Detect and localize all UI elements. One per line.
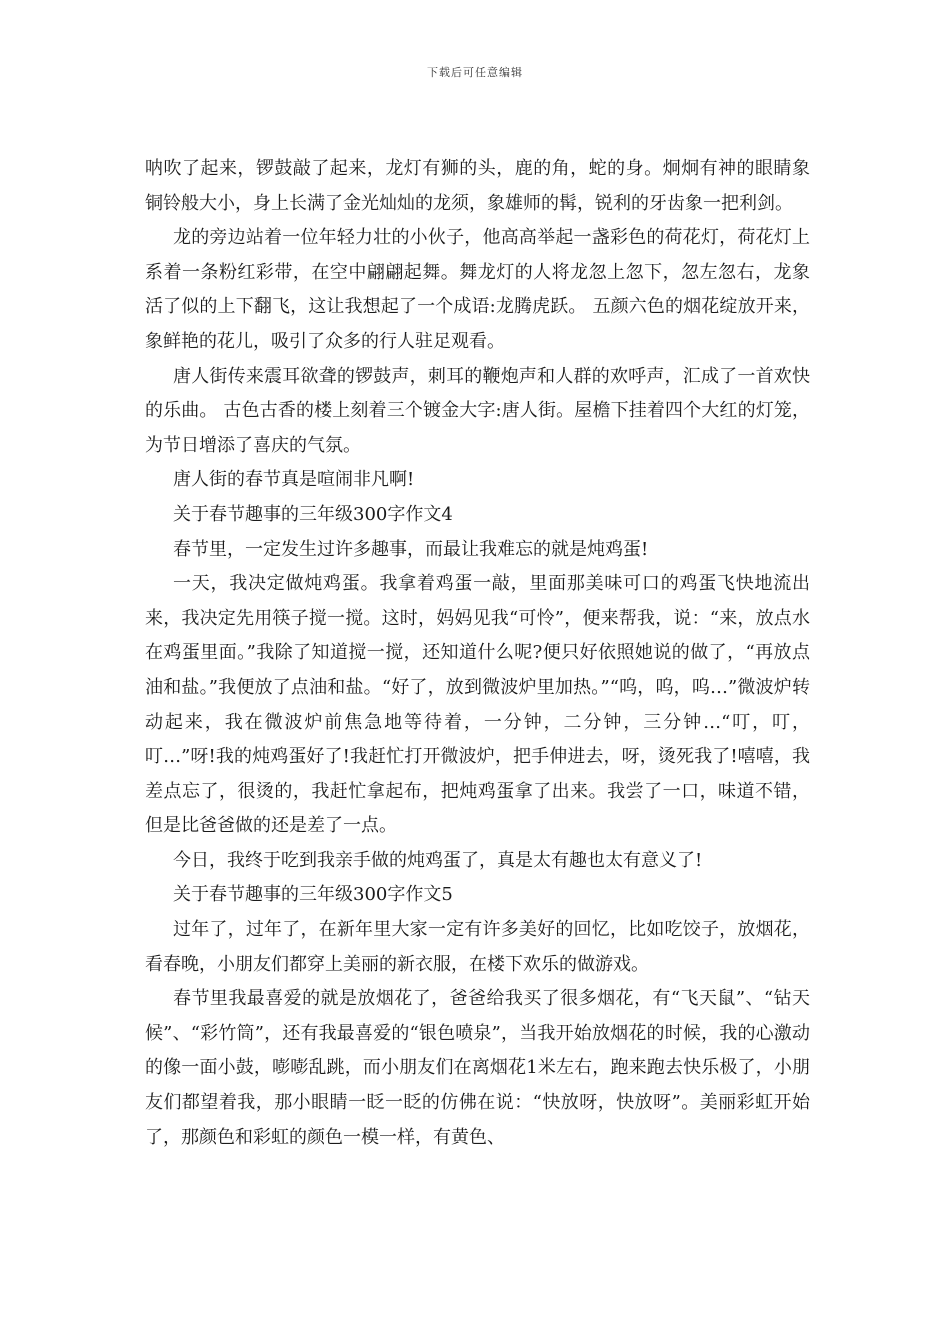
section-heading: 关于春节趣事的三年级300字作文4: [173, 503, 453, 525]
paragraph: 今日，我终于吃到我亲手做的炖鸡蛋了，真是太有趣也太有意义了!: [173, 849, 703, 871]
section-heading: 关于春节趣事的三年级300字作文5: [173, 884, 453, 906]
paragraph: 春节里，一定发生过许多趣事，而最让我难忘的就是炖鸡蛋!: [173, 538, 649, 560]
paragraph: 一天，我决定做炖鸡蛋。我拿着鸡蛋一敲，里面那美味可口的鸡蛋飞快地流出来，我决定先用筷子搅一搅。这时，妈妈见我“可怜”，便来帮我，说：“来，放点水在鸡蛋里面。”我除了知道搅一搅，还知道什么呢?便只好依照她说的做了，“再放点油和盐。”我便放了点油和盐。“好了，放到微波炉里加热。”“呜，呜，呜…”微波炉转动起来，我在微波炉前焦急地等待着，一分钟，二分钟，三分钟…“叮，叮，叮…”呀!我的炖鸡蛋好了!我赶忙打开微波炉，把手伸进去，呀，烫死我了!嘻嘻，我差点忘了，很烫的，我赶忙拿起布，把炖鸡蛋拿了出来。我尝了一口，味道不错，但是比爸爸做的还是差了一点。: [145, 573, 810, 837]
paragraph: 春节里我最喜爱的就是放烟花了，爸爸给我买了很多烟花，有“飞天鼠”、“钻天候”、“彩竹筒”，还有我最喜爱的“银色喷泉”，当我开始放烟花的时候，我的心激动的像一面小鼓，嘭嘭乱跳，而小朋友们在离烟花1米左右，跑来跑去快乐极了，小朋友们都望着我，那小眼睛一眨一眨的仿佛在说：“快放呀，快放呀”。美丽彩虹开始了，那颜色和彩虹的颜色一模一样，有黄色、: [145, 988, 810, 1148]
paragraph: 唐人街的春节真是喧闹非凡啊!: [173, 469, 415, 491]
paragraph: 唐人街传来震耳欲聋的锣鼓声，刺耳的鞭炮声和人群的欢呼声，汇成了一首欢快的乐曲。 古色古香的楼上刻着三个镀金大字:唐人街。屋檐下挂着四个大红的灯笼，为节日增添了喜庆的气氛。: [145, 365, 810, 456]
paragraph: 龙的旁边站着一位年轻力壮的小伙子，他高高举起一盏彩色的荷花灯，荷花灯上系着一条粉红彩带，在空中翩翩起舞。舞龙灯的人将龙忽上忽下，忽左忽右，龙象活了似的上下翻飞，这让我想起了一个成语:龙腾虎跃。 五颜六色的烟花绽放开来，象鲜艳的花儿，吸引了众多的行人驻足观看。: [145, 227, 810, 352]
page-header: 下载后可任意编辑: [427, 66, 523, 79]
paragraph: 呐吹了起来，锣鼓敲了起来，龙灯有狮的头，鹿的角，蛇的身。炯炯有神的眼睛象铜铃般大小，身上长满了金光灿灿的龙须，象雄师的髯，锐利的牙齿象一把利剑。: [145, 158, 810, 214]
article-body: [145, 152, 810, 1155]
paragraph: 过年了，过年了，在新年里大家一定有许多美好的回忆，比如吃饺子，放烟花，看春晚，小朋友们都穿上美丽的新衣服，在楼下欢乐的做游戏。: [145, 919, 810, 975]
